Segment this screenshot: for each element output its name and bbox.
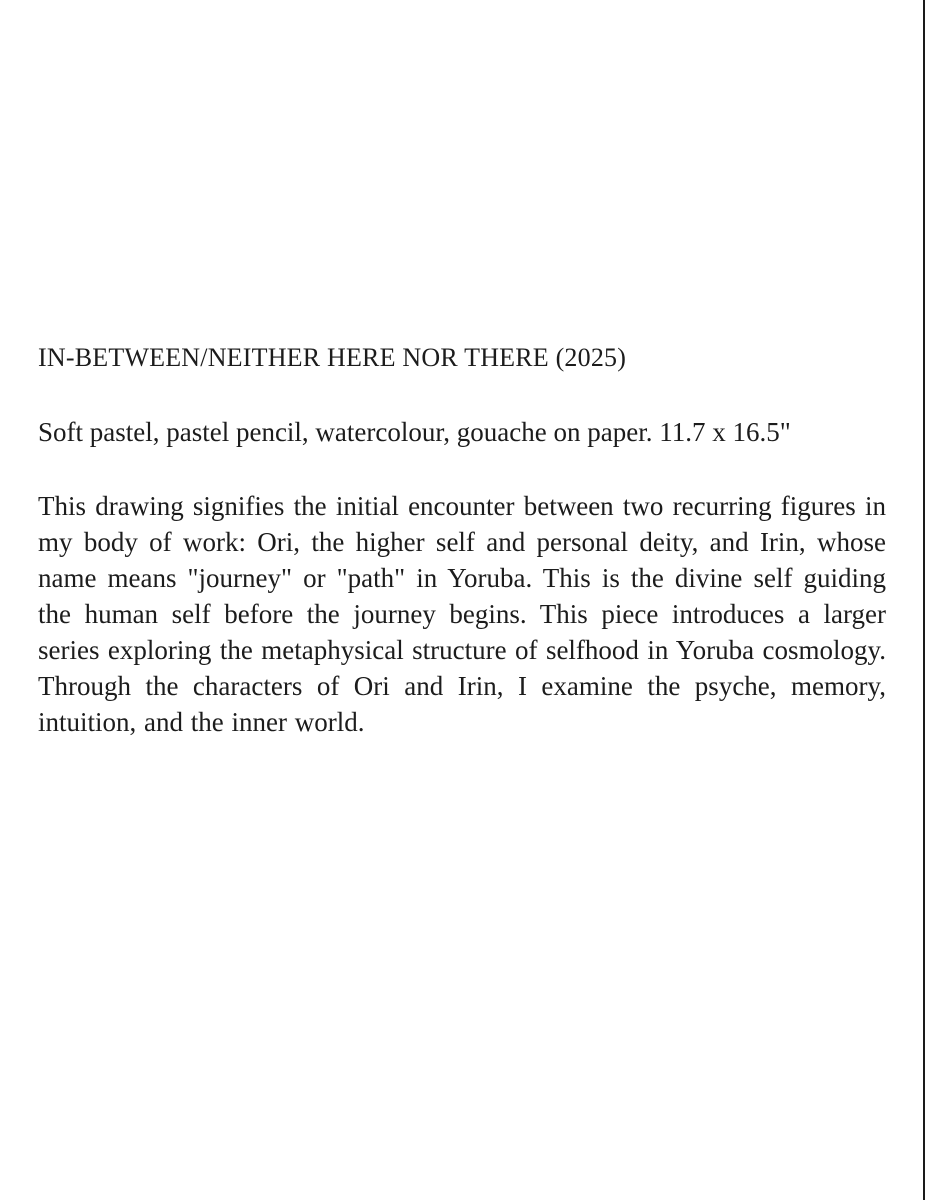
artwork-caption <box>38 340 886 740</box>
artwork-medium: Soft pastel, pastel pencil, watercolour, gouache on paper. 11.7 x 16.5" <box>38 417 791 447</box>
artwork-description: This drawing signifies the initial encounter between two recurring figures in my body of work: Ori, the higher self and personal deity, and Irin, whose name means "journey" or "path" in Yoruba. This is the divine self guiding the human self before the journey begins. This piece introduces a larger series exploring the metaphysical structure of selfhood in Yoruba cosmology. Through the characters of Ori and Irin, I examine the psyche, memory, intuition, and the inner world. <box>38 491 886 737</box>
page-edge-divider <box>923 0 925 1200</box>
artwork-title: IN-BETWEEN/NEITHER HERE NOR THERE (2025) <box>38 343 627 372</box>
